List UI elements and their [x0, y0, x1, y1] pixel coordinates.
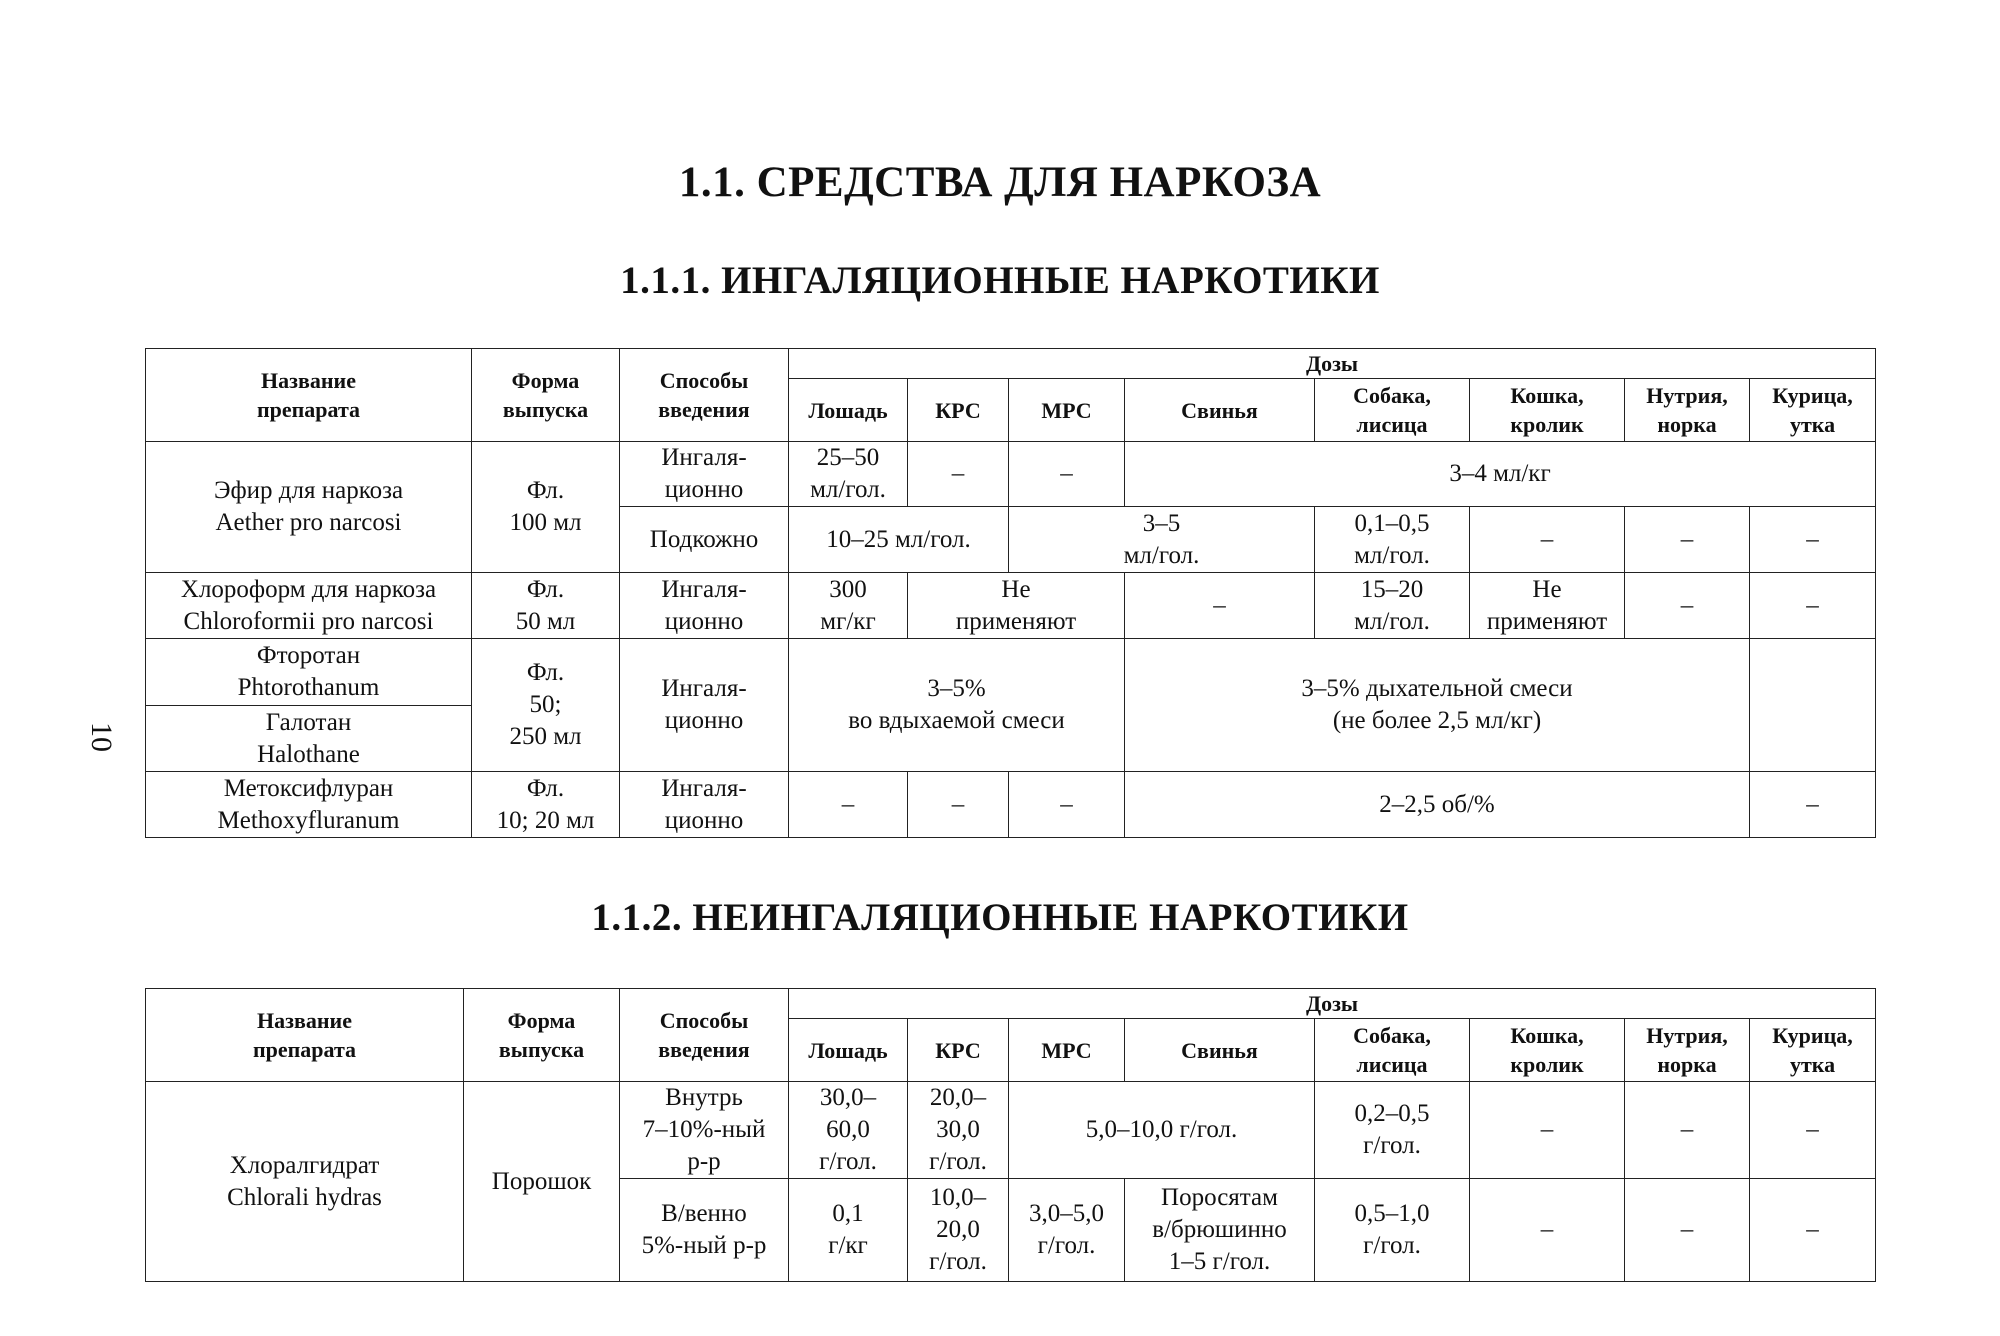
header-species: Лошадь	[789, 379, 908, 442]
dose-cell: 5,0–10,0 г/гол.	[1009, 1082, 1315, 1179]
dose-cell: 15–20 мл/гол.	[1315, 573, 1470, 639]
drug-form: Фл. 50 мл	[472, 573, 620, 639]
dose-cell: 20,0– 30,0 г/гол.	[908, 1082, 1009, 1179]
drug-name: Метоксифлуран Methoxyfluranum	[146, 772, 472, 838]
drug-route: Ингаля- ционно	[620, 573, 789, 639]
drug-name: Галотан Halothane	[146, 706, 472, 772]
header-doses: Дозы	[789, 989, 1876, 1019]
header-species: КРС	[908, 379, 1009, 442]
header-species: Курица, утка	[1750, 1019, 1876, 1082]
drug-name: Хлороформ для наркоза Chloroformii pro narcosi	[146, 573, 472, 639]
header-species: Собака, лисица	[1315, 379, 1470, 442]
dose-cell: –	[908, 442, 1009, 507]
drug-form: Порошок	[464, 1082, 620, 1282]
header-species: КРС	[908, 1019, 1009, 1082]
table-header-row	[146, 349, 1876, 379]
page-number: 10	[85, 722, 118, 752]
drug-name: Эфир для наркоза Aether pro narcosi	[146, 442, 472, 573]
header-doses: Дозы	[789, 349, 1876, 379]
dose-cell: –	[1470, 507, 1625, 573]
drug-form: Фл. 10; 20 мл	[472, 772, 620, 838]
dose-cell: 3–5% дыхательной смеси (не более 2,5 мл/кг)	[1125, 639, 1750, 772]
header-form: Форма выпуска	[464, 989, 620, 1082]
dose-cell: 3–4 мл/кг	[1125, 442, 1876, 507]
header-route: Способы введения	[620, 349, 789, 442]
inhalation-table	[145, 348, 1876, 838]
drug-route: Внутрь 7–10%-ный р-р	[620, 1082, 789, 1179]
dose-cell: Не применяют	[1470, 573, 1625, 639]
non-inhalation-table	[145, 988, 1876, 1282]
drug-form: Фл. 50; 250 мл	[472, 639, 620, 772]
drug-route: В/венно 5%-ный р-р	[620, 1179, 789, 1282]
dose-cell: –	[1470, 1179, 1625, 1282]
table-row	[146, 639, 1876, 706]
table-row	[146, 1082, 1876, 1179]
header-species: Нутрия, норка	[1625, 1019, 1750, 1082]
header-species: Курица, утка	[1750, 379, 1876, 442]
dose-cell: –	[1009, 442, 1125, 507]
header-species: Нутрия, норка	[1625, 379, 1750, 442]
section-title-inhalation: 1.1.1. ИНГАЛЯЦИОННЫЕ НАРКОТИКИ	[620, 259, 1380, 302]
header-species: Кошка, кролик	[1470, 379, 1625, 442]
dose-cell: 25–50 мл/гол.	[789, 442, 908, 507]
table-row	[146, 442, 1876, 507]
dose-cell: 0,2–0,5 г/гол.	[1315, 1082, 1470, 1179]
drug-route: Подкожно	[620, 507, 789, 573]
table-row	[146, 573, 1876, 639]
dose-cell: 10–25 мл/гол.	[789, 507, 1009, 573]
dose-cell: –	[1625, 1082, 1750, 1179]
dose-cell: –	[1750, 507, 1876, 573]
dose-cell: –	[1625, 507, 1750, 573]
dose-cell: 3,0–5,0 г/гол.	[1009, 1179, 1125, 1282]
dose-cell: –	[1009, 772, 1125, 838]
header-species: Свинья	[1125, 379, 1315, 442]
drug-name: Хлоралгидрат Chlorali hydras	[146, 1082, 464, 1282]
dose-cell: 0,1 г/кг	[789, 1179, 908, 1282]
header-name: Название препарата	[146, 349, 472, 442]
section-title-non-inhalation: 1.1.2. НЕИНГАЛЯЦИОННЫЕ НАРКОТИКИ	[591, 896, 1409, 939]
dose-cell: 3–5% во вдыхаемой смеси	[789, 639, 1125, 772]
dose-cell: –	[1750, 772, 1876, 838]
dose-cell: 0,1–0,5 мл/гол.	[1315, 507, 1470, 573]
dose-cell: 0,5–1,0 г/гол.	[1315, 1179, 1470, 1282]
drug-name: Фторотан Phtorothanum	[146, 639, 472, 706]
dose-cell: 30,0– 60,0 г/гол.	[789, 1082, 908, 1179]
table-row	[146, 772, 1876, 838]
drug-route: Ингаля- ционно	[620, 772, 789, 838]
drug-form: Фл. 100 мл	[472, 442, 620, 573]
header-form: Форма выпуска	[472, 349, 620, 442]
page-title: 1.1. СРЕДСТВА ДЛЯ НАРКОЗА	[678, 159, 1322, 206]
dose-cell: –	[789, 772, 908, 838]
dose-cell: 300 мг/кг	[789, 573, 908, 639]
dose-cell: Не применяют	[908, 573, 1125, 639]
header-species: МРС	[1009, 1019, 1125, 1082]
header-species: МРС	[1009, 379, 1125, 442]
header-species: Лошадь	[789, 1019, 908, 1082]
dose-cell: –	[908, 772, 1009, 838]
dose-cell: 2–2,5 об/%	[1125, 772, 1750, 838]
dose-cell: –	[1750, 573, 1876, 639]
dose-cell: –	[1470, 1082, 1625, 1179]
header-species: Собака, лисица	[1315, 1019, 1470, 1082]
table-header-row	[146, 989, 1876, 1019]
header-species: Свинья	[1125, 1019, 1315, 1082]
drug-route: Ингаля- ционно	[620, 639, 789, 772]
dose-cell	[1750, 639, 1876, 772]
header-species: Кошка, кролик	[1470, 1019, 1625, 1082]
dose-cell: Поросятам в/брюшинно 1–5 г/гол.	[1125, 1179, 1315, 1282]
dose-cell: 10,0– 20,0 г/гол.	[908, 1179, 1009, 1282]
dose-cell: –	[1625, 1179, 1750, 1282]
drug-route: Ингаля- ционно	[620, 442, 789, 507]
dose-cell: 3–5 мл/гол.	[1009, 507, 1315, 573]
header-route: Способы введения	[620, 989, 789, 1082]
dose-cell: –	[1750, 1082, 1876, 1179]
dose-cell: –	[1125, 573, 1315, 639]
dose-cell: –	[1625, 573, 1750, 639]
header-name: Название препарата	[146, 989, 464, 1082]
dose-cell: –	[1750, 1179, 1876, 1282]
